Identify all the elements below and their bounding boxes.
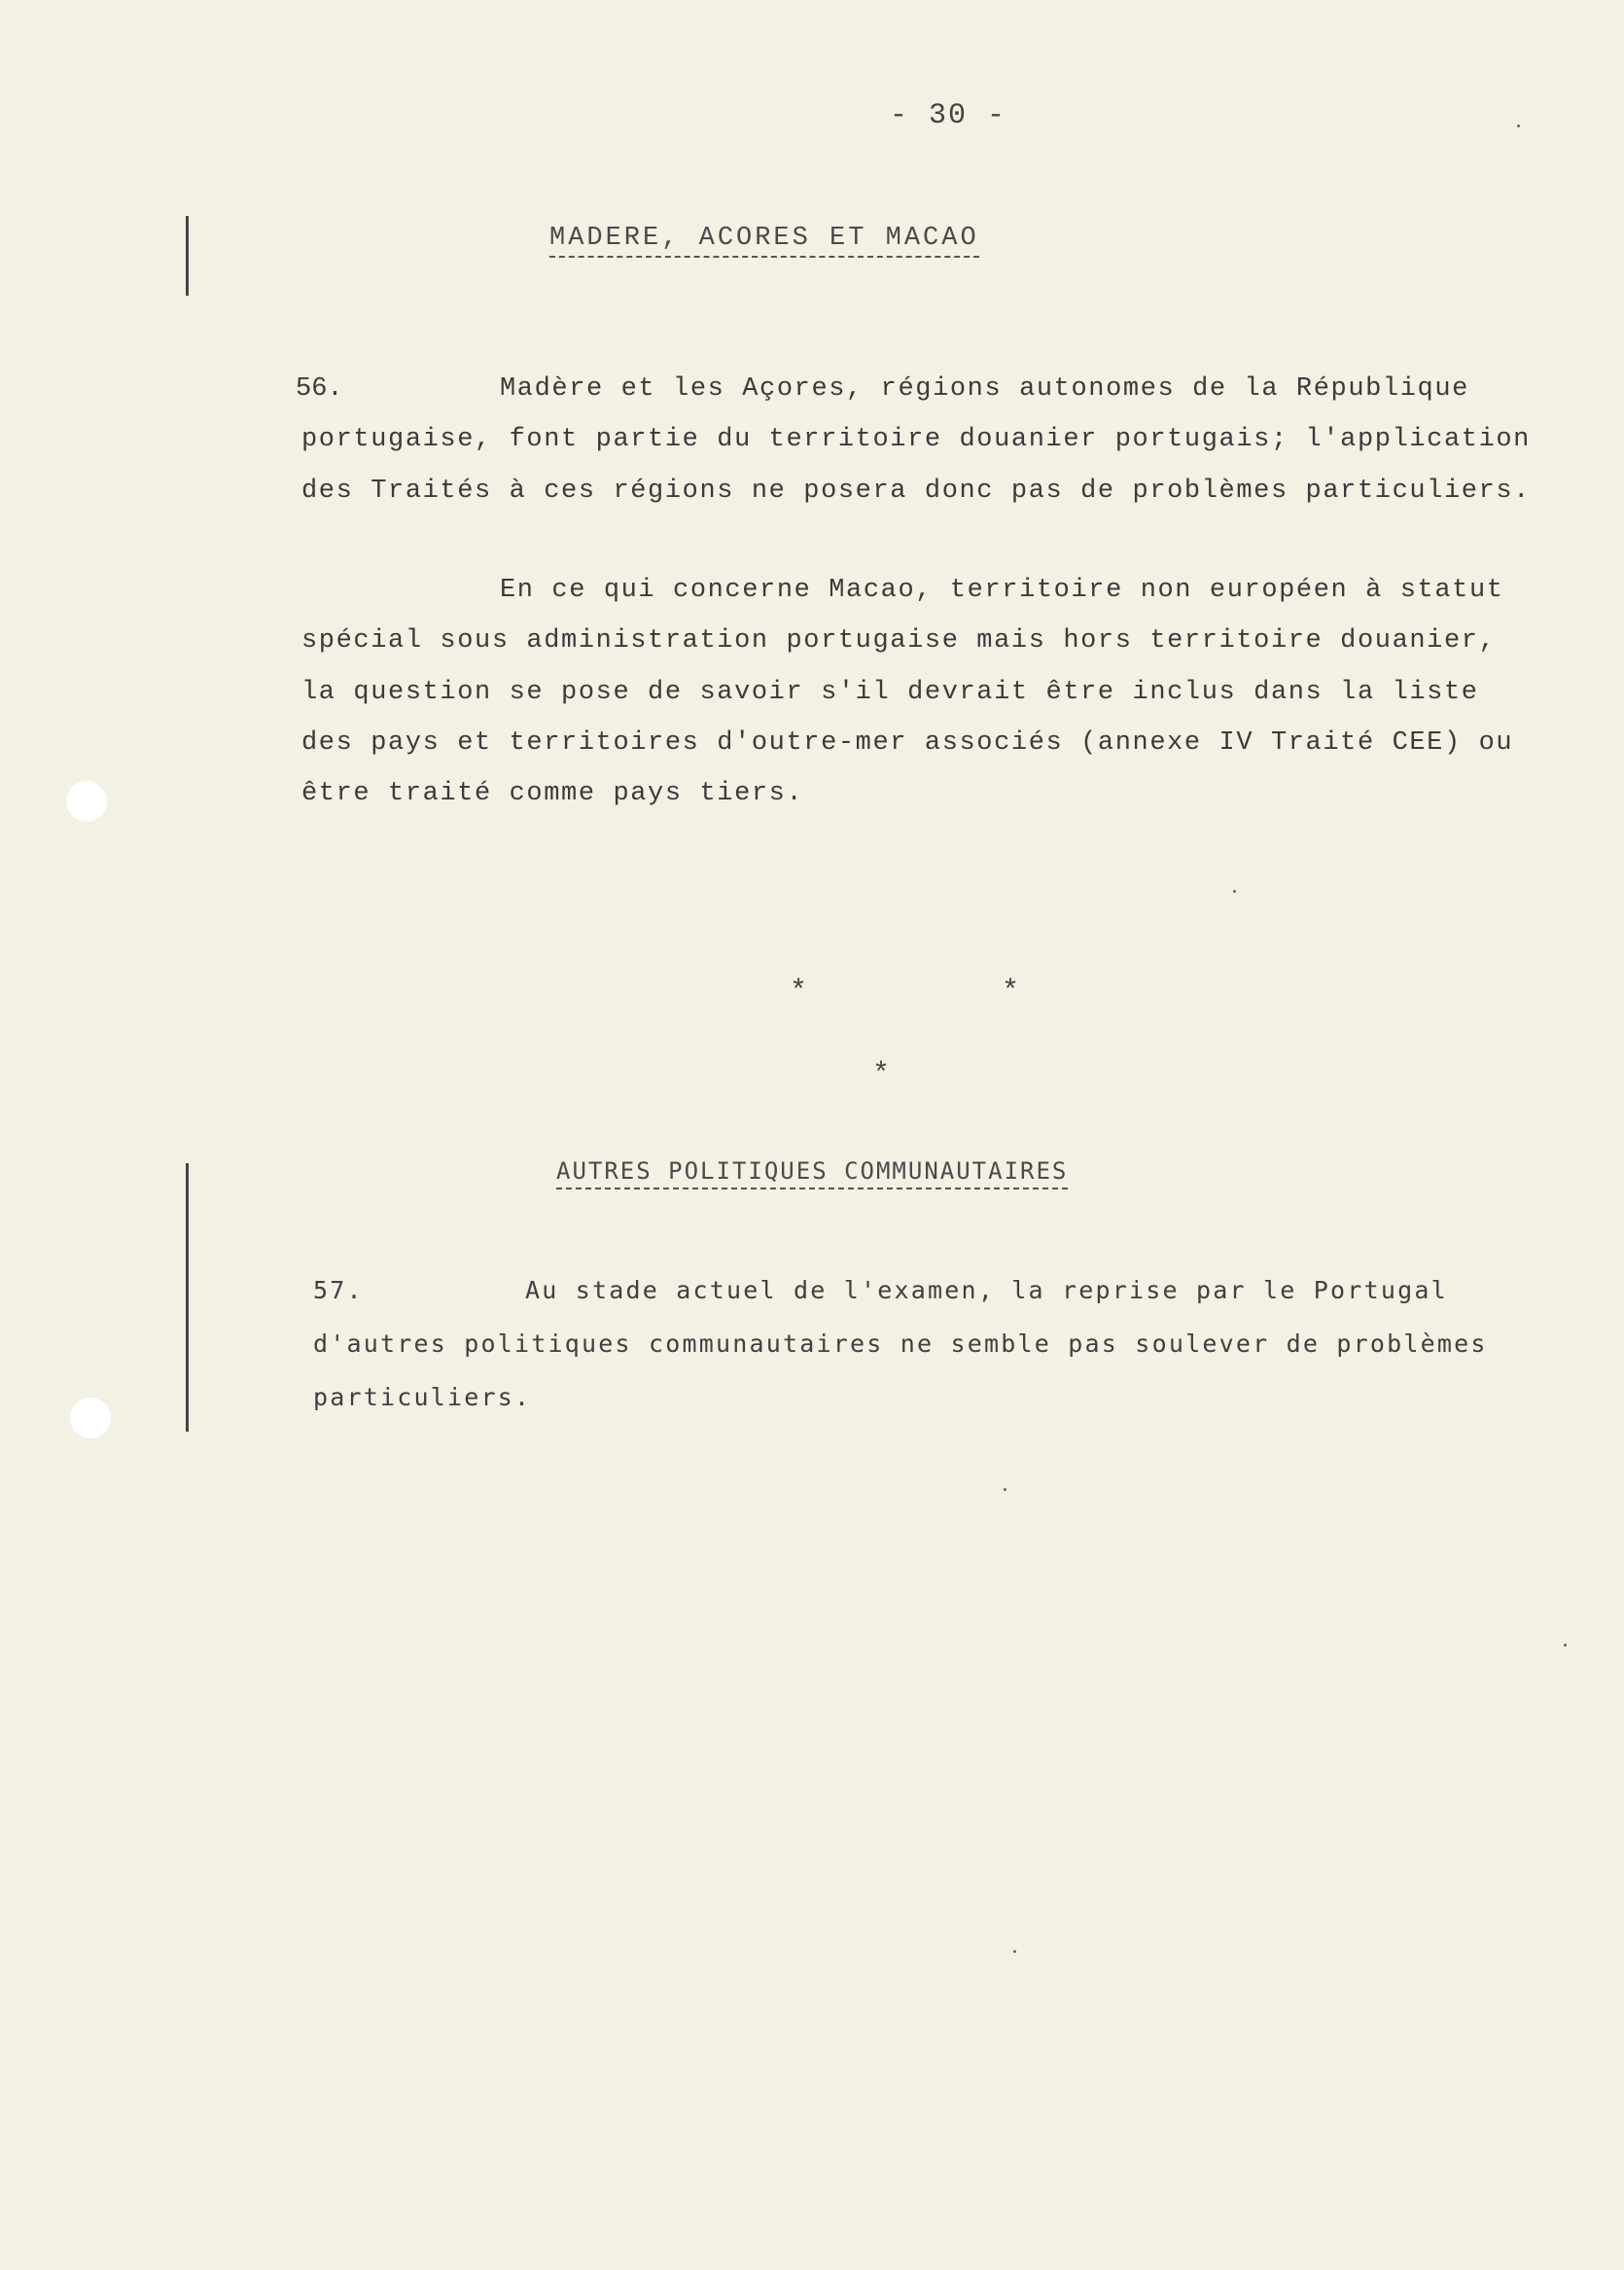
paragraph-57-line-3: particuliers.	[313, 1383, 532, 1411]
paragraph-57-line-1: Au stade actuel de l'examen, la reprise par le Portugal	[525, 1276, 1448, 1304]
section-heading-madere: MADERE, ACORES ET MACAO	[549, 224, 979, 258]
paragraph-number-56: 56.	[296, 374, 343, 404]
speck	[1013, 1950, 1016, 1953]
paragraph-macao-line-5: être traité comme pays tiers.	[301, 779, 804, 808]
speck	[1564, 1644, 1567, 1647]
punch-hole-top	[66, 781, 107, 822]
separator-star: *	[1002, 975, 1020, 1009]
paragraph-macao-line-2: spécial sous administration portugaise mais hors territoire douanier,	[301, 626, 1497, 656]
paragraph-macao-line-1: En ce qui concerne Macao, territoire non européen à statut	[500, 576, 1504, 605]
section-heading-autres-politiques: AUTRES POLITIQUES COMMUNAUTAIRES	[556, 1157, 1068, 1189]
separator-star: *	[790, 975, 808, 1009]
speck	[1517, 124, 1520, 127]
separator-star: *	[872, 1058, 891, 1091]
speck	[1004, 1488, 1006, 1491]
speck	[1233, 890, 1236, 893]
paragraph-56-line-1: Madère et les Açores, régions autonomes de la République	[500, 374, 1469, 404]
page-number: - 30 -	[890, 99, 1007, 132]
punch-hole-bottom	[70, 1398, 111, 1438]
margin-mark-top	[186, 216, 189, 296]
margin-mark-bottom	[186, 1163, 189, 1432]
paragraph-macao-line-3: la question se pose de savoir s'il devrait être inclus dans la liste	[301, 678, 1479, 707]
paragraph-macao-line-4: des pays et territoires d'outre-mer associés (annexe IV Traité CEE) ou	[301, 728, 1514, 758]
paragraph-57-line-2: d'autres politiques communautaires ne semble pas soulever de problèmes	[313, 1330, 1488, 1358]
paragraph-56-line-3: des Traités à ces régions ne posera donc pas de problèmes particuliers.	[301, 477, 1531, 506]
paragraph-number-57: 57.	[313, 1276, 364, 1304]
paragraph-56-line-2: portugaise, font partie du territoire douanier portugais; l'application	[301, 425, 1531, 454]
